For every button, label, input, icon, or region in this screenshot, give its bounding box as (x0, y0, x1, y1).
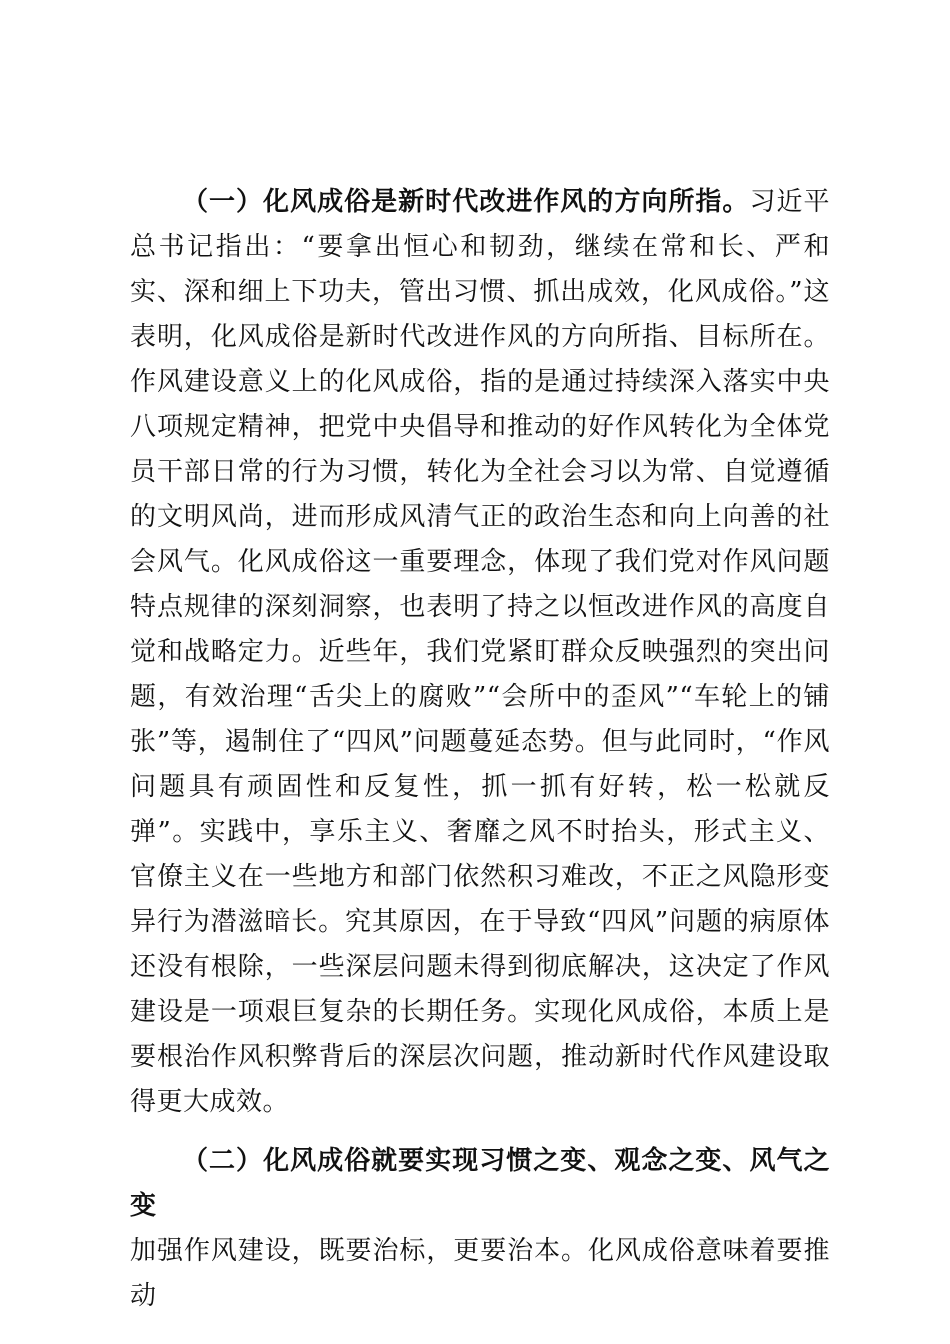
paragraph-2-heading: （二）化风成俗就要实现习惯之变、观念之变、风气之变 (130, 1146, 830, 1221)
document-body (130, 180, 830, 1319)
paragraph-1-heading: （一）化风成俗是新时代改进作风的方向所指。 (182, 187, 750, 217)
paragraph-2-text: 加强作风建设，既要治标，更要治本。化风成俗意味着要推动 (130, 1236, 830, 1311)
paragraph-1-text: 习近平总书记指出：“要拿出恒心和韧劲，继续在常和长、严和实、深和细上下功夫，管出习惯、抓出成效，化风成俗。”这表明，化风成俗是新时代改进作风的方向所指、目标所在。作风建设意义上的化风成俗，指的是通过持续深入落实中央八项规定精神，把党中央倡导和推动的好作风转化为全体党员干部日常的行为习惯，转化为全社会习以为常、自觉遵循的文明风尚，进而形成风清气正的政治生态和向上向善的社会风气。化风成俗这一重要理念，体现了我们党对作风问题特点规律的深刻洞察，也表明了持之以恒改进作风的高度自觉和战略定力。近些年，我们党紧盯群众反映强烈的突出问题，有效治理“舌尖上的腐败”“会所中的歪风”“车轮上的铺张”等，遏制住了“四风”问题蔓延态势。但与此同时，“作风问题具有顽固性和反复性，抓一抓有好转，松一松就反弹”。实践中，享乐主义、奢靡之风不时抬头，形式主义、官僚主义在一些地方和部门依然积习难改，不正之风隐形变异行为潜滋暗长。究其原因，在于导致“四风”问题的病原体还没有根除，一些深层问题未得到彻底解决，这决定了作风建设是一项艰巨复杂的长期任务。实现化风成俗，本质上是要根治作风积弊背后的深层次问题，推动新时代作风建设取得更大成效。 (130, 187, 830, 1117)
paragraph-1 (130, 180, 830, 1125)
paragraph-2 (130, 1139, 830, 1319)
